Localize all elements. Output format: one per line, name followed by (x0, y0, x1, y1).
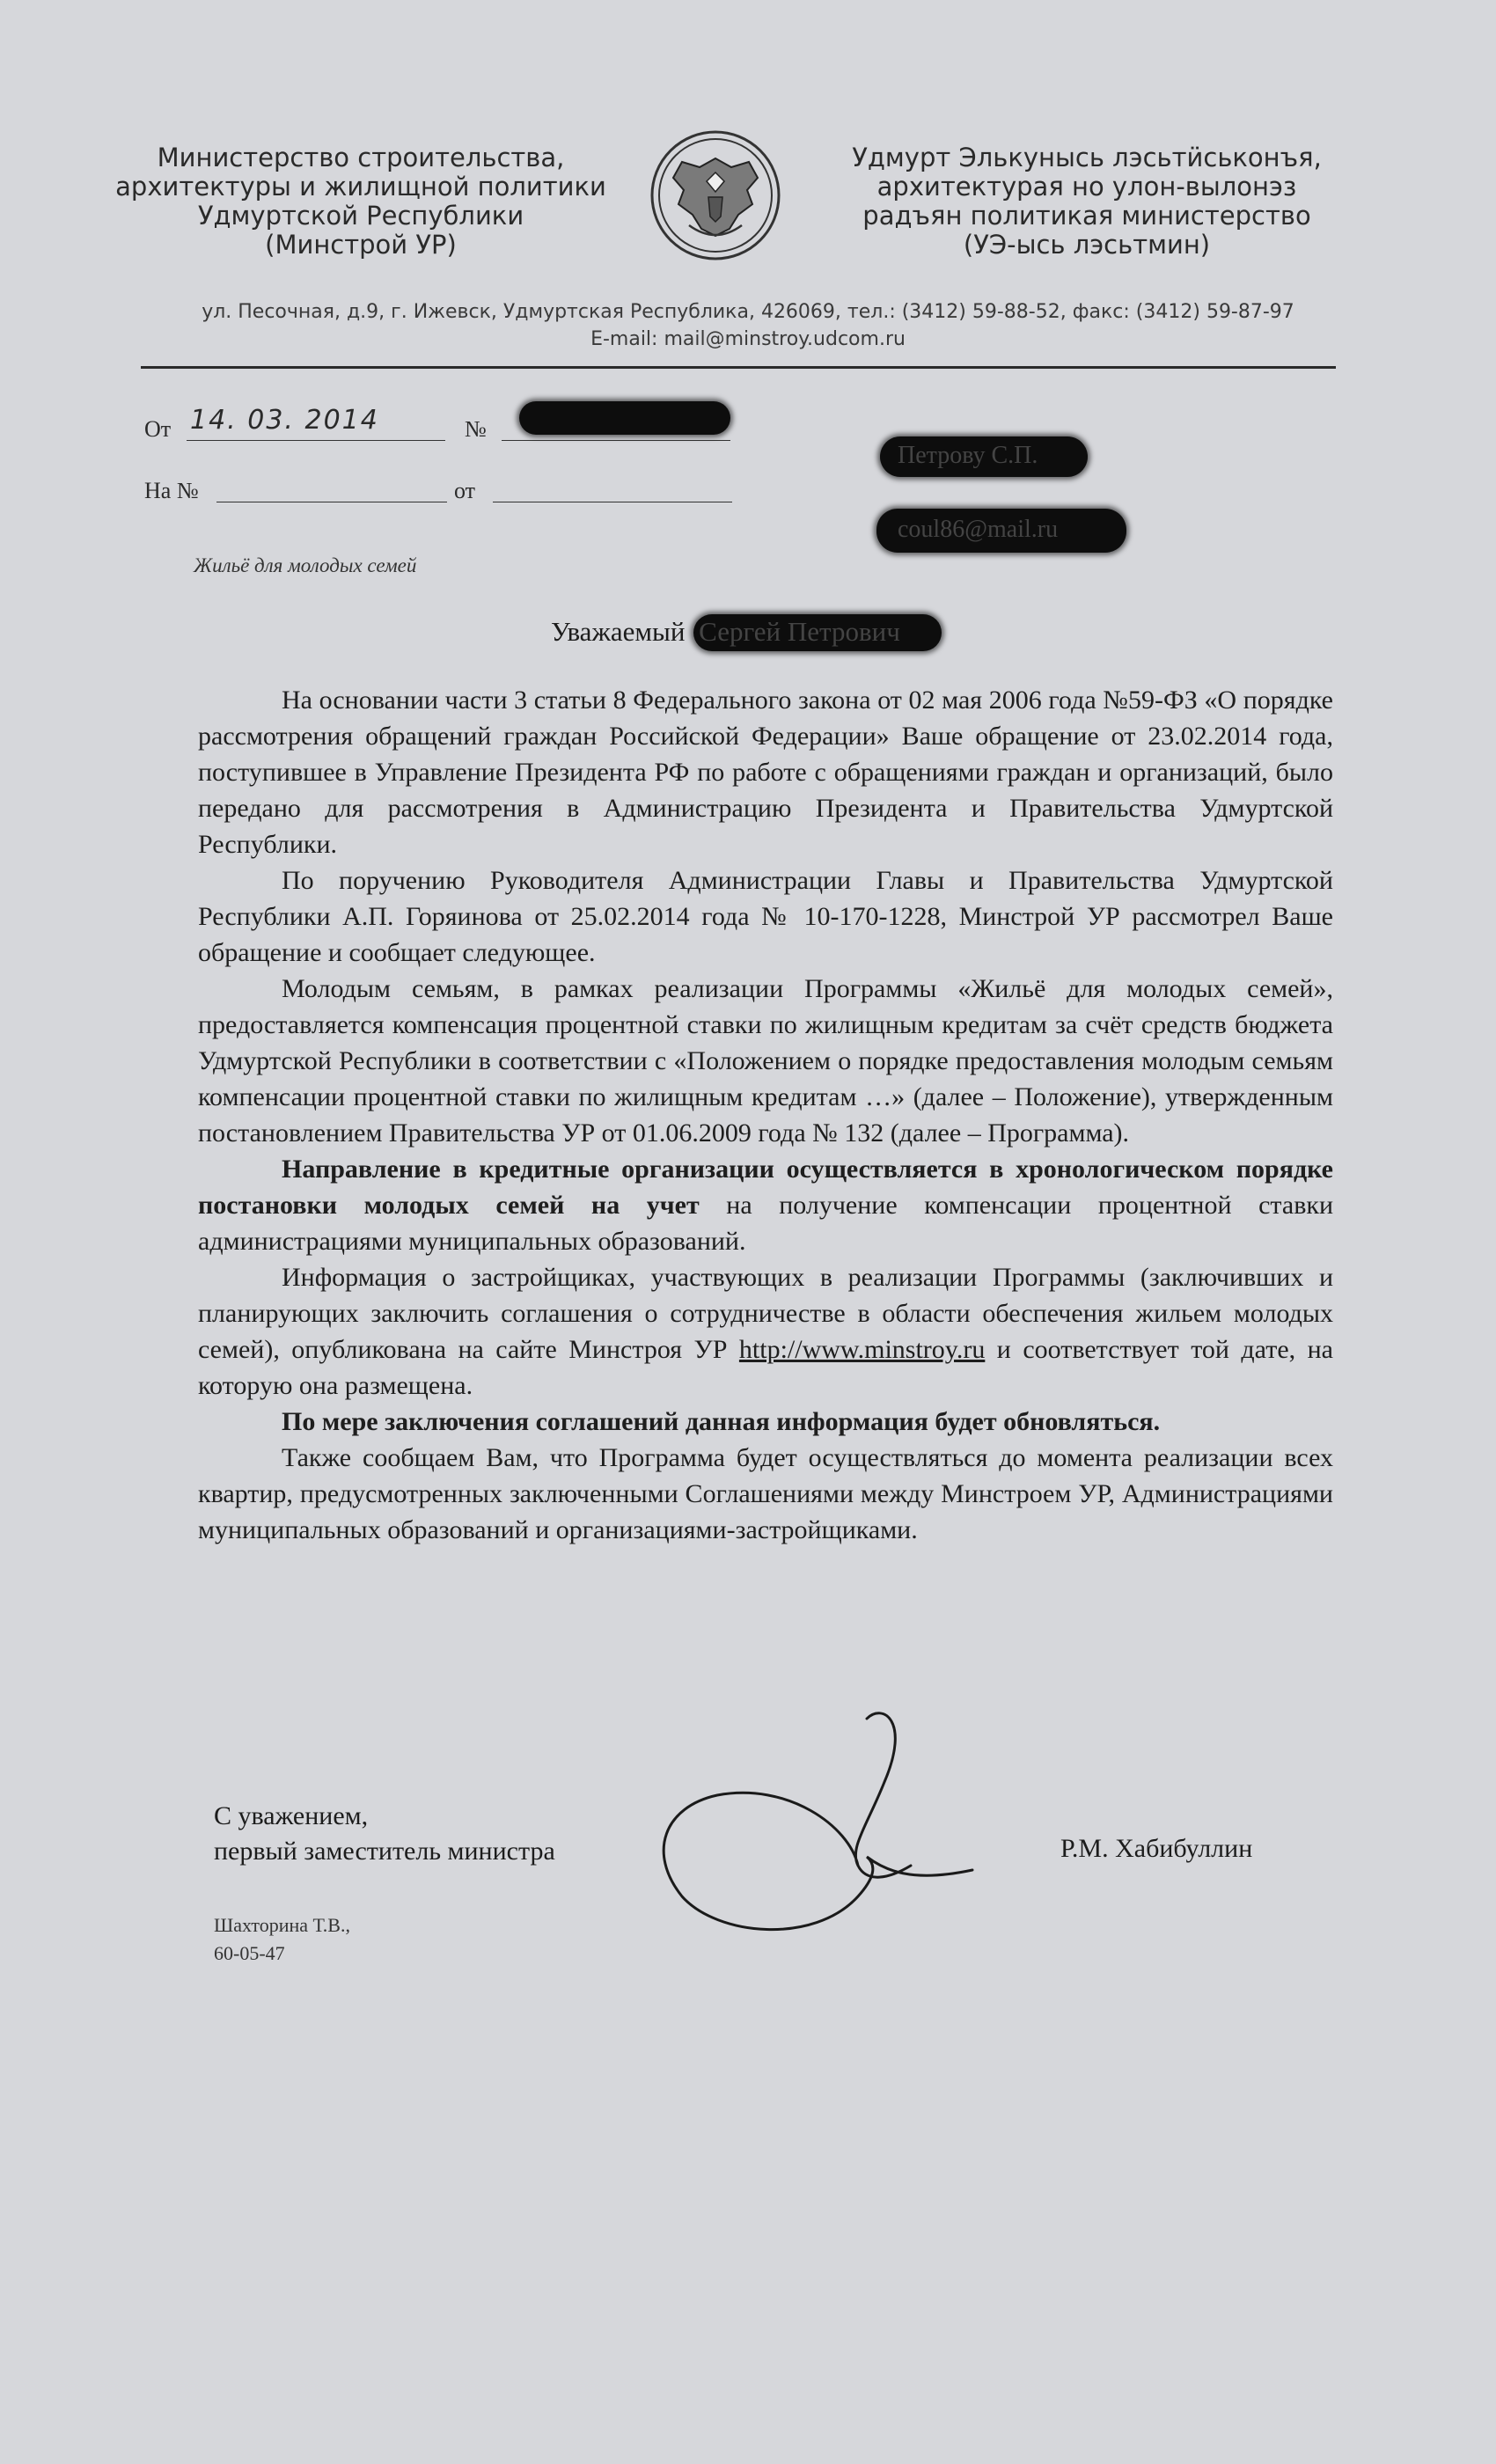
signer-position: первый заместитель министра (214, 1837, 555, 1866)
date-line (187, 440, 445, 441)
redacted-greeting-name (699, 616, 900, 648)
letter-subject: Жильё для молодых семей (194, 554, 417, 576)
from-label: От (144, 416, 172, 442)
ministry-name-udmurt (796, 143, 1377, 260)
ministry-name-line: Удмурт Элькунысь лэсьтӥськонъя, (852, 143, 1322, 172)
contact-block (214, 1911, 350, 1968)
body-paragraph: По поручению Руководителя Администрации Главы и Правительства Удмуртской Республики А.П. Горяинова от 25.02.2014 года № 10-170-1228, Минстрой УР рассмотрел Ваше обращение и сообщает следующее. (198, 866, 1333, 967)
header-divider (141, 366, 1336, 369)
body-paragraph (198, 1404, 1333, 1440)
body-text: на получение компенсации процентной ставки администрациями муниципальных образований. (198, 1191, 1333, 1256)
recipient-email: coul86@mail.ru (898, 516, 1059, 543)
ministry-name-russian (110, 143, 612, 260)
ministry-email: E-mail: mail@minstroy.udcom.ru (590, 328, 906, 350)
ministry-name-line: (УЭ-ысь лэсьтмин) (963, 230, 1211, 260)
ministry-name-line: (Минстрой УР) (265, 230, 457, 260)
executor-name: Шахторина Т.В., (214, 1914, 350, 1936)
coat-of-arms-icon (647, 128, 784, 262)
body-bold-text: Направление в кредитные организации осуществляется в хронологическом порядке постановки молодых семей на учет (198, 1155, 1333, 1220)
number-label: № (465, 416, 487, 442)
letter-body (198, 682, 1333, 1548)
closing-block (214, 1799, 555, 1869)
signer-name: Р.М. Хабибуллин (1060, 1834, 1253, 1863)
body-bold-text: По мере заключения соглашений данная информация будет обновляться. (282, 1407, 1161, 1436)
number-line (502, 440, 730, 441)
reply-date-label: от (454, 478, 476, 503)
ministry-address: ул. Песочная, д.9, г. Ижевск, Удмуртская Республика, 426069, тел.: (3412) 59-88-52, факс: (3412) 59-87-97 (202, 301, 1294, 323)
letter-date: 14. 03. 2014 (190, 405, 379, 436)
closing-salutation: С уважением, (214, 1801, 369, 1830)
redacted-number (519, 401, 730, 435)
ministry-name-line: Удмуртской Республики (197, 201, 524, 231)
recipient-name: Петрову С.П. (898, 442, 1038, 469)
handwritten-signature (647, 1694, 981, 1958)
body-paragraph (198, 1259, 1333, 1404)
greeting-prefix: Уважаемый (551, 616, 686, 647)
body-text: Информация о застройщиках, участвующих в реализации Программы (заключивших и планирующих заключить соглашения о сотрудничестве в области обеспечения жильем молодых семей), опубликована на сайте Минстроя УР (198, 1263, 1333, 1364)
greeting (551, 616, 909, 648)
greeting-name: Сергей Петрович (699, 616, 900, 647)
minstroy-website-link[interactable]: http://www.minstroy.ru (738, 1335, 986, 1364)
body-paragraph: На основании части 3 статьи 8 Федерального закона от 02 мая 2006 года №59-ФЗ «О порядке рассмотрения обращений граждан Российской Федерации» Ваше обращение от 23.02.2014 года, поступившее в Управление Президента РФ по работе с обращениями граждан и организаций, было передано для рассмотрения в Администрацию Президента и Правительства Удмуртской Республики. (198, 686, 1333, 859)
ministry-name-line: архитектуры и жилищной политики (115, 172, 606, 202)
executor-phone: 60-05-47 (214, 1942, 285, 1964)
ministry-name-line: Министерство строительства, (157, 143, 565, 172)
body-paragraph: Молодым семьям, в рамках реализации Программы «Жильё для молодых семей», предоставляется компенсация процентной ставки по жилищным кредитам за счёт средств бюджета Удмуртской Республики в соответствии с «Положением о порядке предоставления молодым семьям компенсации процентной ставки по жилищным кредитам …» (далее – Положение), утвержденным постановлением Правительства УР от 01.06.2009 года № 132 (далее – Программа). (198, 974, 1333, 1148)
ministry-name-line: архитектурая но улон-вылонэз (876, 172, 1297, 202)
reply-to-label: На № (144, 478, 199, 503)
body-text: и соответствует той дате, на которую она размещена. (198, 1335, 1333, 1400)
ministry-name-line: радъян политикая министерство (862, 201, 1311, 231)
body-paragraph (198, 1151, 1333, 1259)
body-paragraph: Также сообщаем Вам, что Программа будет осуществляться до момента реализации всех квартир, предусмотренных заключенными Соглашениями между Минстроем УР, Администрациями муниципальных образований и организациями-застройщиками. (198, 1443, 1333, 1544)
